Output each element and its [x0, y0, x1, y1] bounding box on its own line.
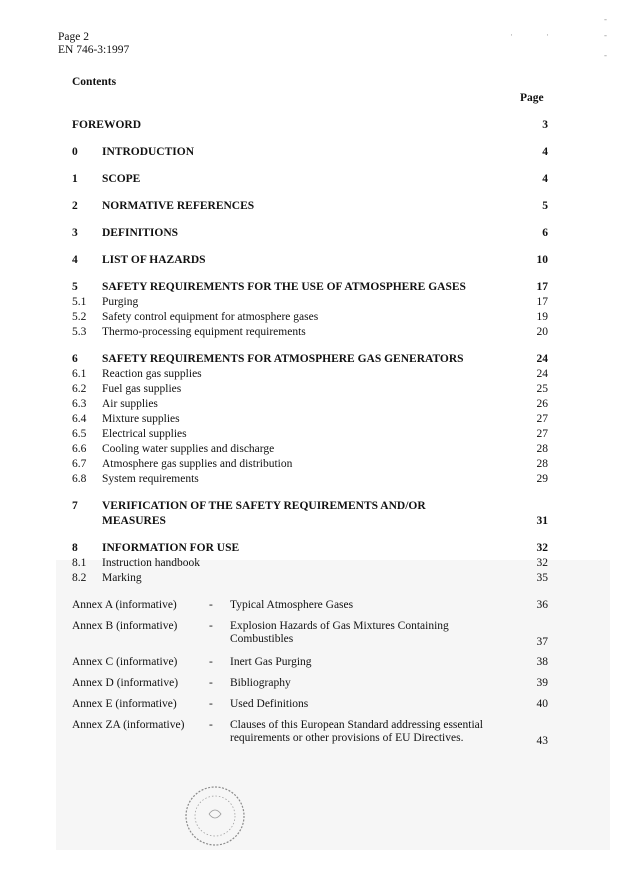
toc-entry-title: Safety control equipment for atmosphere gases	[102, 311, 319, 323]
toc-entry-title: INTRODUCTION	[102, 146, 195, 158]
annex-title: Bibliography	[230, 677, 291, 689]
toc-entry-page: 35	[536, 572, 548, 584]
toc-entry-page: 28	[536, 443, 548, 455]
toc-entry-title: SAFETY REQUIREMENTS FOR THE USE OF ATMOSPHERE GASES	[102, 281, 466, 293]
toc-entry-title: Fuel gas supplies	[102, 383, 182, 395]
toc-entry[interactable]	[72, 280, 548, 295]
toc-entry[interactable]	[72, 253, 548, 268]
scan-mark: -	[604, 30, 607, 40]
annex-label: Annex D (informative)	[72, 677, 179, 689]
toc-entry-number: 4	[72, 254, 78, 266]
annex-label: Annex E (informative)	[72, 698, 177, 710]
toc-entry-page: 19	[536, 311, 548, 323]
toc-entry-title: Electrical supplies	[102, 428, 187, 440]
scan-speck: ·	[510, 30, 513, 40]
annex-dash: -	[209, 677, 213, 689]
toc-entry[interactable]	[72, 427, 548, 442]
scan-mark: -	[604, 14, 607, 24]
toc-entry-number: 8.2	[72, 572, 87, 584]
toc-entry-number: 6.4	[72, 413, 87, 425]
toc-entry-title: Cooling water supplies and discharge	[102, 443, 275, 455]
toc-entry-page: 10	[536, 254, 548, 266]
annex-dash: -	[209, 719, 213, 731]
toc-entry-number: 6.2	[72, 383, 87, 395]
toc-entry-title: Reaction gas supplies	[102, 368, 202, 380]
toc-entry-page: 24	[536, 353, 548, 365]
toc-entry-title: INFORMATION FOR USE	[102, 542, 240, 554]
annex-entry[interactable]	[72, 676, 548, 690]
toc-entry[interactable]	[72, 172, 548, 187]
toc-entry-page: 29	[536, 473, 548, 485]
toc-entry-page: 20	[536, 326, 548, 338]
annex-dash: -	[209, 698, 213, 710]
toc-entry-number: 3	[72, 227, 78, 239]
page-number-header: Page 2	[58, 31, 89, 43]
toc-entry-number: 6.3	[72, 398, 87, 410]
toc-entry-title: SAFETY REQUIREMENTS FOR ATMOSPHERE GAS GENERATORS	[102, 353, 464, 365]
toc-entry[interactable]	[72, 556, 548, 571]
toc-entry-number: 6.7	[72, 458, 87, 470]
annex-entry[interactable]	[72, 598, 548, 612]
toc-entry-number: 8	[72, 542, 78, 554]
toc-entry[interactable]	[72, 541, 548, 556]
annex-title: Inert Gas Purging	[230, 656, 312, 668]
toc-entry-page: 17	[536, 296, 548, 308]
toc-entry-page: 6	[542, 227, 548, 239]
toc-entry[interactable]	[72, 199, 548, 214]
toc-entry-page: 4	[542, 146, 548, 158]
annex-page: 39	[536, 677, 548, 689]
toc-entry[interactable]	[72, 367, 548, 382]
standard-id-header: EN 746-3:1997	[58, 44, 130, 56]
toc-entry-page: 32	[536, 542, 548, 554]
toc-entry-number: 2	[72, 200, 78, 212]
toc-entry-page: 28	[536, 458, 548, 470]
scan-speck: ·	[546, 30, 549, 40]
toc-entry-title: VERIFICATION OF THE SAFETY REQUIREMENTS AND/OR	[102, 500, 426, 512]
toc-entry-page: 27	[536, 428, 548, 440]
annex-entry[interactable]	[72, 655, 548, 669]
toc-entry[interactable]	[72, 145, 548, 160]
seal-stamp	[183, 784, 247, 848]
toc-entry[interactable]	[72, 499, 548, 527]
annex-page: 43	[536, 735, 548, 747]
toc-entry[interactable]	[72, 352, 548, 367]
toc-entry-title: LIST OF HAZARDS	[102, 254, 206, 266]
annex-label: Annex B (informative)	[72, 620, 178, 632]
toc-entry-title: Purging	[102, 296, 139, 308]
toc-entry-title: Instruction handbook	[102, 557, 201, 569]
toc-entry-page: 25	[536, 383, 548, 395]
toc-entry-number: 1	[72, 173, 78, 185]
annex-page: 37	[536, 636, 548, 648]
toc-entry-number: 5.3	[72, 326, 87, 338]
toc-entry-number: 6.6	[72, 443, 87, 455]
annex-page: 40	[536, 698, 548, 710]
toc-entry-title-continued: MEASURES	[102, 515, 166, 527]
annex-entry[interactable]	[72, 619, 548, 647]
annex-label: Annex C (informative)	[72, 656, 178, 668]
toc-entry-title: SCOPE	[102, 173, 141, 185]
annex-dash: -	[209, 620, 213, 632]
annex-title-continued: requirements or other provisions of EU Directives.	[230, 732, 464, 744]
toc-entry-page: 27	[536, 413, 548, 425]
toc-entry[interactable]	[72, 571, 548, 586]
annex-title: Explosion Hazards of Gas Mixtures Containing	[230, 620, 449, 632]
toc-entry-number: 6	[72, 353, 78, 365]
toc-entry-number: 6.8	[72, 473, 87, 485]
toc-entry-title: Mixture supplies	[102, 413, 180, 425]
toc-entry-page: 31	[536, 515, 548, 527]
toc-entry[interactable]	[72, 226, 548, 241]
toc-entry-number: 6.1	[72, 368, 87, 380]
toc-entry[interactable]	[72, 397, 548, 412]
annex-entry[interactable]	[72, 718, 548, 746]
toc-entry[interactable]	[72, 472, 548, 487]
toc-entry-page: 3	[542, 119, 548, 131]
annex-page: 36	[536, 599, 548, 611]
annex-dash: -	[209, 599, 213, 611]
toc-entry[interactable]	[72, 295, 548, 310]
toc-entry-page: 24	[536, 368, 548, 380]
contents-heading: Contents	[72, 76, 117, 88]
toc-entry-page: 17	[536, 281, 548, 293]
toc-entry-page: 32	[536, 557, 548, 569]
annex-entry[interactable]	[72, 697, 548, 711]
toc-entry-title: System requirements	[102, 473, 199, 485]
toc-entry-title: Marking	[102, 572, 142, 584]
page-column-heading: Page	[520, 92, 544, 104]
annex-title: Typical Atmosphere Gases	[230, 599, 354, 611]
annex-page: 38	[536, 656, 548, 668]
toc-entry-title: Air supplies	[102, 398, 158, 410]
toc-entry-page: 26	[536, 398, 548, 410]
toc-entry-number: 5.1	[72, 296, 87, 308]
toc-entry-page: 4	[542, 173, 548, 185]
toc-entry[interactable]	[72, 442, 548, 457]
toc-entry[interactable]	[72, 325, 548, 340]
toc-entry-number: 5	[72, 281, 78, 293]
toc-entry-title: DEFINITIONS	[102, 227, 179, 239]
scan-mark: -	[604, 50, 607, 60]
toc-entry[interactable]	[72, 310, 548, 325]
toc-entry-page: 5	[542, 200, 548, 212]
toc-entry[interactable]	[72, 412, 548, 427]
toc-entry-number: 7	[72, 500, 78, 512]
annex-label: Annex A (informative)	[72, 599, 177, 611]
toc-entry-number: 6.5	[72, 428, 87, 440]
annex-label: Annex ZA (informative)	[72, 719, 185, 731]
toc-entry-number: 5.2	[72, 311, 87, 323]
toc-entry-title: Thermo-processing equipment requirements	[102, 326, 306, 338]
toc-entry-title: NORMATIVE REFERENCES	[102, 200, 255, 212]
annex-title: Used Definitions	[230, 698, 309, 710]
toc-entry-title: FOREWORD	[72, 119, 141, 131]
toc-entry-number: 0	[72, 146, 78, 158]
annex-title: Clauses of this European Standard addressing essential	[230, 719, 483, 731]
toc-entry-title: Atmosphere gas supplies and distribution	[102, 458, 293, 470]
toc-entry[interactable]	[72, 118, 548, 133]
toc-entry[interactable]	[72, 382, 548, 397]
toc-entry[interactable]	[72, 457, 548, 472]
toc-entry-number: 8.1	[72, 557, 87, 569]
annex-dash: -	[209, 656, 213, 668]
annex-title-continued: Combustibles	[230, 633, 294, 645]
